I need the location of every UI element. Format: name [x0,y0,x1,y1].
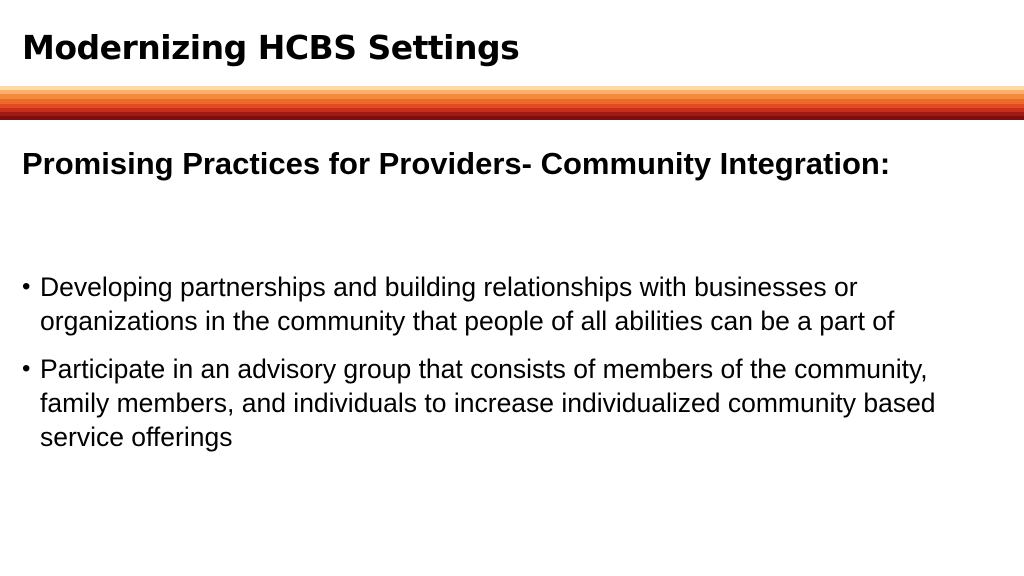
slide-title: Modernizing HCBS Settings [22,28,520,67]
slide-subtitle: Promising Practices for Providers- Community Integration: [22,146,891,181]
decorative-stripe-band [0,86,1024,120]
bullet-item [22,270,1002,338]
bullet-text: Participate in an advisory group that consists of members of the community, family members, and individuals to increase individualized community based service offerings [40,354,936,452]
bullet-marker: • [22,355,31,382]
bullet-text: Developing partnerships and building relationships with businesses or organizations in the community that people of all abilities can be a part of [40,272,895,336]
bullet-marker: • [22,273,31,300]
bullet-item [22,352,1002,454]
bullet-list [22,270,1002,468]
stripe-line [0,116,1024,120]
